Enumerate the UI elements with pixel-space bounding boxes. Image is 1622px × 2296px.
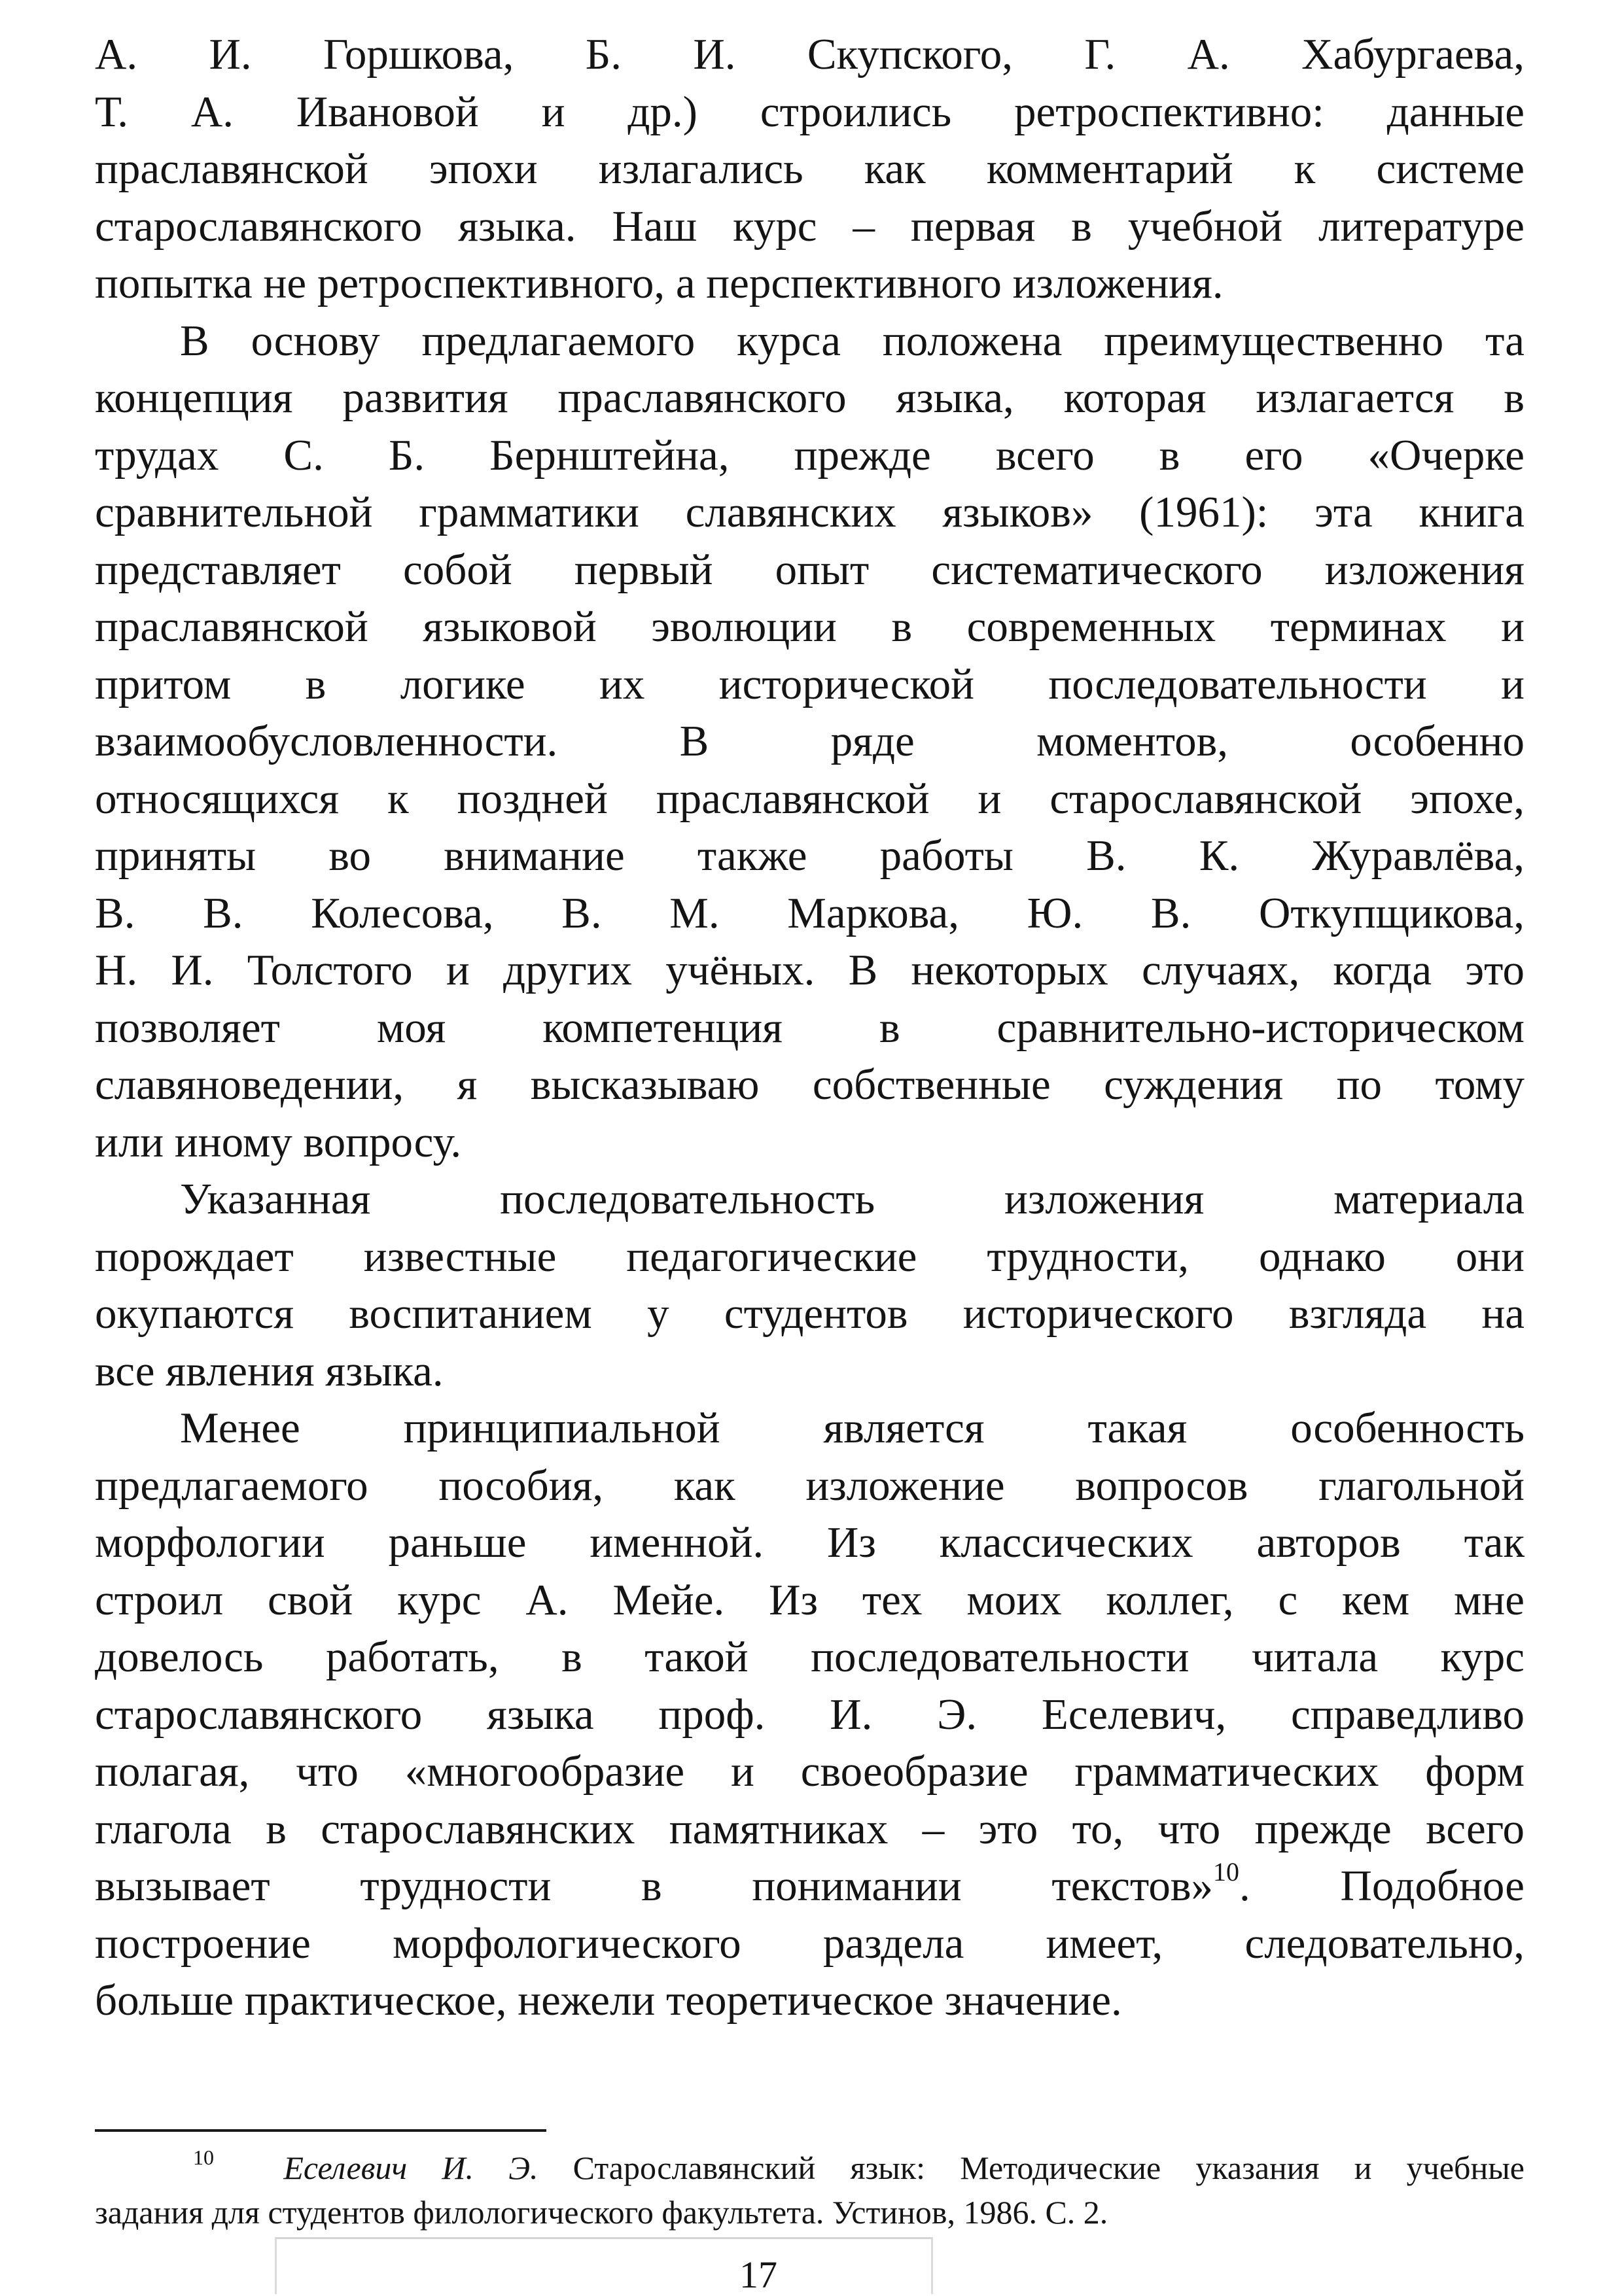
text-line: полагая, что «многообразие и своеобразие грамматических форм <box>95 1747 1525 1796</box>
paragraph-3 <box>95 1171 1525 1400</box>
text-line: старославянского языка проф. И. Э. Еселевич, справедливо <box>95 1690 1525 1739</box>
text-line: славяноведении, я высказываю собственные суждения по тому <box>95 1060 1525 1109</box>
text-line: порождает известные педагогические трудности, однако они <box>95 1232 1525 1281</box>
text-line: представляет собой первый опыт систематического изложения <box>95 545 1525 594</box>
page-body <box>95 26 1525 2030</box>
scan-artifact <box>275 2237 933 2294</box>
text-line: предлагаемого пособия, как изложение вопросов глагольной <box>95 1461 1525 1510</box>
footnote-author: Еселевич И. Э. <box>283 2149 538 2186</box>
footnote-line: задания для студентов филологического факультета. Устинов, 1986. С. 2. <box>95 2194 1108 2231</box>
text-line: сравнительной грамматики славянских языков» (1961): эта книга <box>95 488 1525 536</box>
text-fragment: . Подобное <box>1239 1862 1525 1910</box>
text-line: попытка не ретроспективного, а перспективного изложения. <box>95 259 1224 307</box>
text-line: В. В. Колесова, В. М. Маркова, Ю. В. Откупщикова, <box>95 888 1525 937</box>
text-line: В основу предлагаемого курса положена преимущественно та <box>180 316 1525 365</box>
text-line: А. И. Горшкова, Б. И. Скупского, Г. А. Хабургаева, <box>95 30 1525 78</box>
footnote-number: 10 <box>193 2146 214 2169</box>
text-line: относящихся к поздней праславянской и старославянской эпохе, <box>95 774 1525 823</box>
page-number: 17 <box>739 2253 777 2296</box>
footnote-reference[interactable]: 10 <box>1213 1857 1239 1887</box>
text-line: концепция развития праславянского языка, которая излагается в <box>95 374 1525 422</box>
text-line: трудах С. Б. Бернштейна, прежде всего в его «Очерке <box>95 430 1525 479</box>
footnote-title: Старославянский язык: Методические указания и учебные <box>573 2149 1525 2186</box>
text-line: глагола в старославянских памятниках – это то, что прежде всего <box>95 1804 1525 1853</box>
text-line: окупаются воспитанием у студентов исторического взгляда на <box>95 1289 1525 1338</box>
text-line-with-footnote-ref <box>95 1858 1525 1915</box>
text-line: строил свой курс А. Мейе. Из тех моих коллег, с кем мне <box>95 1575 1525 1624</box>
footnote-line <box>95 2146 1525 2190</box>
text-line: позволяет моя компетенция в сравнительно-историческом <box>95 1003 1525 1052</box>
text-line: Указанная последовательность изложения материала <box>180 1175 1525 1223</box>
text-line: больше практическое, нежели теоретическое значение. <box>95 1976 1122 2025</box>
text-line: построение морфологического раздела имеет, следовательно, <box>95 1919 1525 1968</box>
text-line: все явления языка. <box>95 1346 444 1395</box>
text-line: Т. А. Ивановой и др.) строились ретроспективно: данные <box>95 87 1525 136</box>
footnote <box>95 2146 1525 2235</box>
text-line: праславянской языковой эволюции в современных терминах и <box>95 602 1525 651</box>
footnote-divider <box>95 2129 546 2132</box>
text-line: или иному вопросу. <box>95 1117 462 1166</box>
paragraph-2 <box>95 313 1525 1172</box>
text-line: притом в логике их исторической последовательности и <box>95 659 1525 708</box>
paragraph-4 <box>95 1400 1525 2030</box>
text-line: Н. И. Толстого и других учёных. В некоторых случаях, когда это <box>95 946 1525 994</box>
text-line: старославянского языка. Наш курс – первая в учебной литературе <box>95 201 1525 251</box>
text-line: праславянской эпохи излагались как комментарий к системе <box>95 145 1525 193</box>
text-line: морфологии раньше именной. Из классических авторов так <box>95 1518 1525 1567</box>
text-line: Менее принципиальной является такая особенность <box>180 1404 1525 1452</box>
text-fragment: вызывает трудности в понимании текстов» <box>95 1862 1213 1910</box>
text-line: приняты во внимание также работы В. К. Журавлёва, <box>95 831 1525 880</box>
paragraph-1 <box>95 26 1525 313</box>
text-line: взаимообусловленности. В ряде моментов, особенно <box>95 717 1525 765</box>
text-line: довелось работать, в такой последовательности читала курс <box>95 1633 1525 1681</box>
